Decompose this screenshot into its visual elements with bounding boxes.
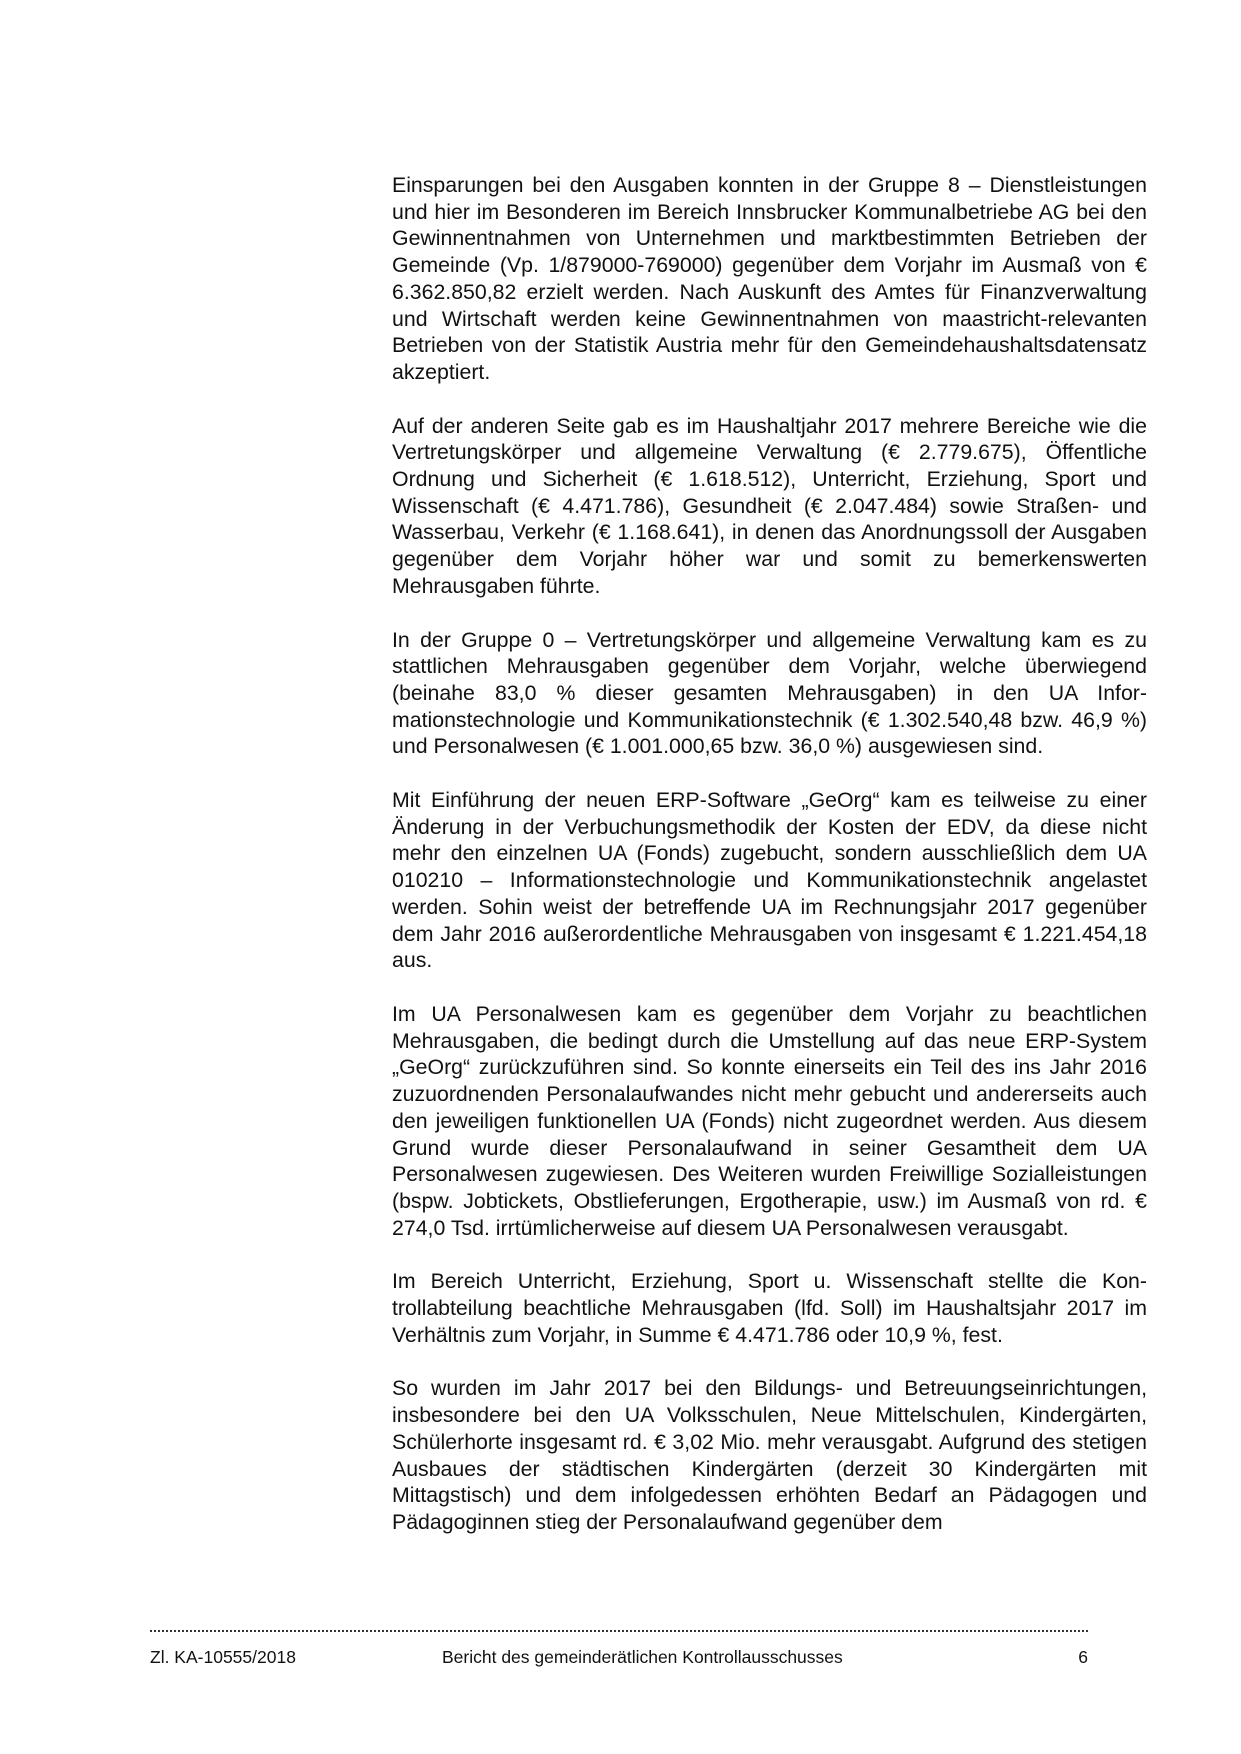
paragraph-additional-expenses-areas: Auf der anderen Seite gab es im Haushaltjahr 2017 mehrere Bereiche wie die Vertretungskörper und allgemeine Verwaltung (€ 2.779.675), Öffentliche Ordnung und Sicherheit (€ 1.618.512), Unterricht, Erziehung, Sport und Wissenschaft (€ 4.471.786), Gesundheit (€ 2.047.484) sowie Straßen- und Wasserbau, Verkehr (€ 1.168.641), in denen das Anordnungssoll der Ausgaben gegenüber dem Vorjahr höher war und somit zu bemerkenswerten Mehrausgaben führte.	[392, 413, 1147, 598]
paragraph-education: Im Bereich Unterricht, Erziehung, Sport u. Wissenschaft stellte die Kontrollabteilung beachtliche Mehrausgaben (lfd. Soll) im Haushaltsjahr 2017 im Verhältnis zum Vorjahr, in Summe € 4.471.786 oder 10,9 %, fest.	[392, 1269, 1147, 1347]
footer-divider	[150, 1630, 1088, 1632]
paragraph-childcare: So wurden im Jahr 2017 bei den Bildungs- und Betreuungseinrichtungen, insbesondere bei den UA Volksschulen, Neue Mittelschulen, Kindergärten, Schülerhorte insgesamt rd. € 3,02 Mio. mehr verausgabt. Aufgrund des stetigen Ausbaues der städtischen Kindergärten (derzeit 30 Kindergärten mit Mittagstisch) und dem infolgedessen erhöhten Bedarf an Pädagogen und Pädagoginnen stieg der Personalaufwand gegenüber dem	[392, 1376, 1147, 1534]
footer-reference: Zl. KA-10555/2018	[150, 1647, 296, 1667]
footer-title: Bericht des gemeinderätlichen Kontrollausschusses	[442, 1647, 843, 1667]
paragraph-personnel: Im UA Personalwesen kam es gegenüber dem Vorjahr zu beachtlichen Mehrausgaben, die bedingt durch die Umstellung auf das neue ERP-System „GeOrg“ zurückzuführen sind. So konnte einerseits ein Teil des ins Jahr 2016 zuzuordnenden Personalaufwandes nicht mehr gebucht und andererseits auch den jeweiligen funktionellen UA (Fonds) nicht zugeordnet werden. Aus diesem Grund wurde dieser Personalaufwand in seiner Gesamtheit dem UA Personalwesen zugewiesen. Des Weiteren wurden Freiwillige Sozialleistungen (bspw. Jobtickets, Obstlieferungen, Ergotherapie, usw.) im Ausmaß von rd. € 274,0 Tsd. irrtümlicherweise auf diesem UA Personalwesen verausgabt.	[392, 1001, 1147, 1240]
page-number: 6	[1078, 1647, 1088, 1667]
paragraph-savings-group-8: Einsparungen bei den Ausgaben konnten in der Gruppe 8 – Dienstleistungen und hier im Besonderen im Bereich Innsbrucker Kommunalbetriebe AG bei den Gewinnentnahmen von Unternehmen und marktbestimmten Betrieben der Gemeinde (Vp. 1/879000-769000) gegenüber dem Vorjahr im Ausmaß von € 6.362.850,82 erzielt werden. Nach Auskunft des Amtes für Finanzverwaltung und Wirtschaft werden keine Gewinnentnahmen von maastricht-relevanten Betrieben von der Statistik Austria mehr für den Gemeindehaushaltsdatensatz akzeptiert.	[392, 173, 1147, 384]
paragraph-erp-software: Mit Einführung der neuen ERP-Software „GeOrg“ kam es teilweise zu einer Änderung in der Verbuchungsmethodik der Kosten der EDV, da diese nicht mehr den einzelnen UA (Fonds) zugebucht, sondern ausschließlich dem UA 010210 – Informationstechnologie und Kommunikationstechnik angelastet werden. Sohin weist der betreffende UA im Rechnungsjahr 2017 gegenüber dem Jahr 2016 außerordentliche Mehrausgaben von insgesamt € 1.221.454,18 aus.	[392, 788, 1147, 973]
paragraph-group-0-expenses: In der Gruppe 0 – Vertretungskörper und allgemeine Verwaltung kam es zu stattlichen Mehrausgaben gegenüber dem Vorjahr, welche überwiegend (beinahe 83,0 % dieser gesamten Mehrausgaben) in den UA Informationstechnologie und Kommunikationstechnik (€ 1.302.540,48 bzw. 46,9 %) und Personalwesen (€ 1.001.000,65 bzw. 36,0 %) ausgewiesen sind.	[392, 627, 1147, 759]
report-body	[392, 172, 1147, 1563]
